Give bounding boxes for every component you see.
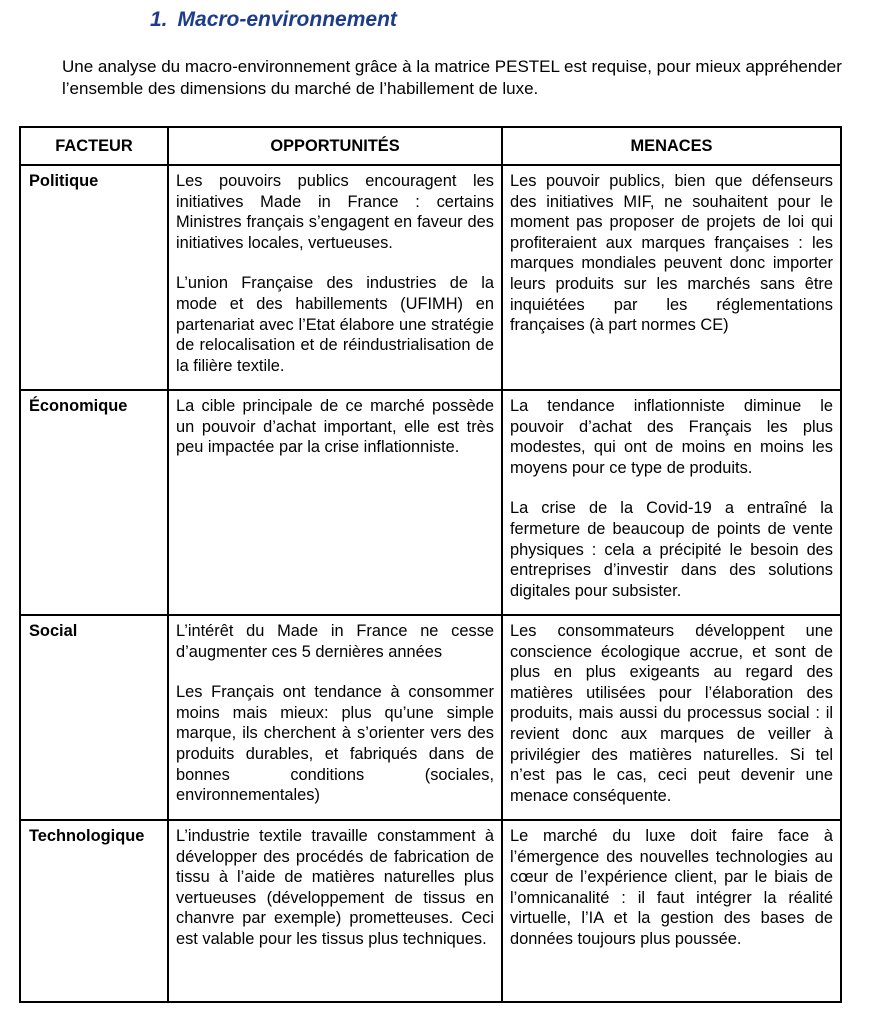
- threats-cell: [502, 820, 841, 1002]
- opportunities-cell: [168, 165, 502, 390]
- factor-cell: Politique: [20, 165, 168, 390]
- factor-cell: Technologique: [20, 820, 168, 1002]
- section-title: Macro-environnement: [177, 8, 397, 31]
- header-factor: FACTEUR: [20, 127, 168, 165]
- threats-cell: [502, 165, 841, 390]
- factor-cell: Économique: [20, 390, 168, 615]
- threat-paragraph: La tendance inflationniste diminue le pouvoir d’achat des Français les plus modestes, qui ont de moins en moins les moyens pour ce type de produits.: [510, 397, 833, 477]
- table-row-technologique: [20, 820, 841, 1002]
- factor-cell: Social: [20, 615, 168, 820]
- opportunity-paragraph: L’industrie textile travaille constamment à développer des procédés de fabrication de tissu à l’aide de matières naturelles plus vertueuses (développement de tissus en chanvre par exemple) prometteuses. Ceci est valable pour les tissus plus techniques.: [176, 827, 494, 948]
- opportunity-paragraph: Les pouvoirs publics encouragent les initiatives Made in France : certains Ministres français s’engagent en faveur des initiatives locales, vertueuses.: [176, 172, 494, 252]
- threats-cell: [502, 615, 841, 820]
- intro-paragraph: Une analyse du macro-environnement grâce à la matrice PESTEL est requise, pour mieux appréhender l’ensemble des dimensions du marché de l’habillement de luxe.: [62, 57, 842, 98]
- opportunities-cell: [168, 820, 502, 1002]
- table-row-social: [20, 615, 841, 820]
- opportunities-cell: [168, 615, 502, 820]
- section-heading: [150, 8, 397, 32]
- header-threats: MENACES: [502, 127, 841, 165]
- threat-paragraph: Les consommateurs développent une conscience écologique accrue, et sont de plus en plus exigeants au regard des matières utilisées pour l’élaboration des produits, mais aussi du processus social : il revient donc aux marques de veiller à privilégier des matières naturelles. Si tel n’est pas le cas, ceci peut devenir une menace conséquente.: [510, 622, 833, 805]
- opportunity-paragraph: Les Français ont tendance à consommer moins mais mieux: plus qu’une simple marque, ils cherchent à s’orienter vers des produits durables, et fabriqués dans de bonnes conditions (sociales, environnementales): [176, 683, 494, 805]
- table-header-row: [20, 127, 841, 165]
- threats-cell: [502, 390, 841, 615]
- table-row-economique: [20, 390, 841, 615]
- opportunity-paragraph: L’intérêt du Made in France ne cesse d’augmenter ces 5 dernières années: [176, 622, 494, 661]
- table-row-politique: [20, 165, 841, 390]
- section-number: 1.: [150, 8, 168, 31]
- header-opportunities: OPPORTUNITÉS: [168, 127, 502, 165]
- threat-paragraph: La crise de la Covid-19 a entraîné la fermeture de beaucoup de points de vente physiques : cela a précipité le besoin des entreprises d’investir dans des solutions digitales pour subsister.: [510, 499, 833, 600]
- opportunity-paragraph: La cible principale de ce marché possède un pouvoir d’achat important, elle est très peu impactée par la crise inflationniste.: [176, 397, 494, 457]
- opportunity-paragraph: L’union Française des industries de la mode et des habillements (UFIMH) en partenariat avec l’Etat élabore une stratégie de relocalisation et de réindustrialisation de la filière textile.: [176, 274, 494, 375]
- threat-paragraph: Les pouvoir publics, bien que défenseurs des initiatives MIF, ne souhaitent pour le moment pas proposer de projets de loi qui profiteraient aux marques françaises : les marques mondiales peuvent donc importer leurs produits sur les marchés sans être inquiétées par les réglementations françaises (à part normes CE): [510, 172, 833, 335]
- pestel-table: [19, 126, 842, 1003]
- threat-paragraph: Le marché du luxe doit faire face à l’émergence des nouvelles technologies au cœur de l’expérience client, par le biais de l’omnicanalité : il faut intégrer la réalité virtuelle, l’IA et la gestion des bases de données toujours plus poussée.: [510, 827, 833, 948]
- opportunities-cell: [168, 390, 502, 615]
